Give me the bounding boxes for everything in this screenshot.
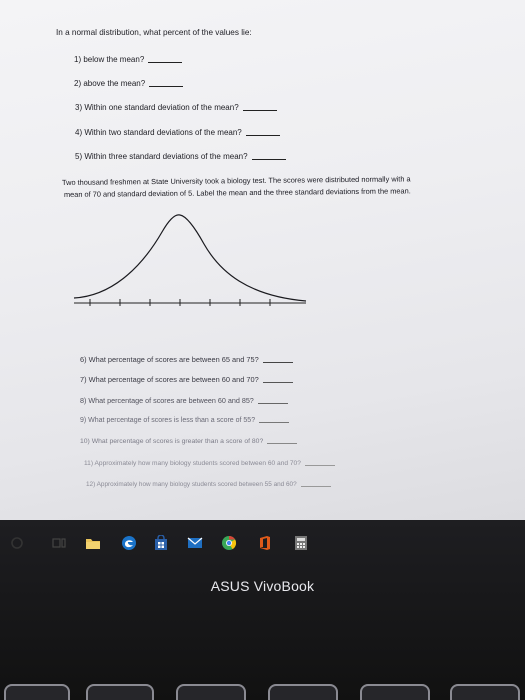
keyboard-key [360,684,430,700]
answer-blank [258,403,288,404]
file-explorer-icon[interactable] [84,534,102,552]
question-4 [75,128,280,138]
keyboard-key [4,684,70,700]
laptop-brand-label: ASUS VivoBook [210,578,315,594]
normal-curve [70,210,310,310]
answer-blank [149,86,183,87]
store-icon[interactable] [152,534,170,552]
question-9 [80,416,289,426]
question-11 [84,459,335,469]
calculator-icon[interactable] [292,534,310,552]
keyboard-key [268,684,338,700]
question-2-text: 2) above the mean? [74,79,146,88]
question-1-text: 1) below the mean? [74,55,145,64]
question-12 [86,480,331,490]
question-10 [80,437,297,447]
windows-taskbar [0,524,525,564]
question-12-text: 12) Approximately how many biology students scored between 55 and 60? [86,481,297,488]
answer-blank [259,422,289,423]
question-7-text: 7) What percentage of scores are between 60 and 70? [80,375,259,384]
question-3-text: 3) Within one standard deviation of the mean? [75,103,239,112]
answer-blank [252,159,286,160]
keyboard-key [176,684,246,700]
question-5 [75,152,286,162]
answer-blank [246,135,280,136]
question-6-text: 6) What percentage of scores are between 65 and 75? [80,355,259,364]
keyboard-top-row [0,676,525,700]
edge-browser-icon[interactable] [120,534,138,552]
answer-blank [305,465,335,466]
question-3 [75,103,277,113]
question-11-text: 11) Approximately how many biology students scored between 60 and 70? [84,460,301,467]
question-5-text: 5) Within three standard deviations of the mean? [75,152,248,161]
mail-icon[interactable] [186,534,204,552]
question-6 [80,355,293,365]
answer-blank [243,110,277,111]
question-9-text: 9) What percentage of scores is less than a score of 55? [80,417,256,424]
answer-blank [301,486,331,487]
worksheet-heading: In a normal distribution, what percent of the values lie: [56,28,252,37]
answer-blank [148,62,182,63]
office-icon[interactable] [256,534,274,552]
question-8 [80,396,288,406]
question-4-text: 4) Within two standard deviations of the mean? [75,128,242,137]
question-8-text: 8) What percentage of scores are between 60 and 85? [80,396,254,405]
question-1 [74,55,182,65]
question-7 [80,375,293,385]
keyboard-key [450,684,520,700]
question-10-text: 10) What percentage of scores is greater than a score of 80? [80,438,264,445]
chrome-icon[interactable] [220,534,238,552]
question-2 [74,79,183,89]
start-circle-icon[interactable] [8,534,26,552]
problem-line-1: Two thousand freshmen at State University took a biology test. The scores were distributed normally with a [61,174,411,187]
task-view-icon[interactable] [50,534,68,552]
bell-curve [74,215,306,301]
keyboard-key [86,684,154,700]
answer-blank [263,382,293,383]
problem-line-2: mean of 70 and standard deviation of 5. Label the mean and the three standard deviations from the mean. [63,186,411,199]
answer-blank [263,362,293,363]
answer-blank [267,443,297,444]
